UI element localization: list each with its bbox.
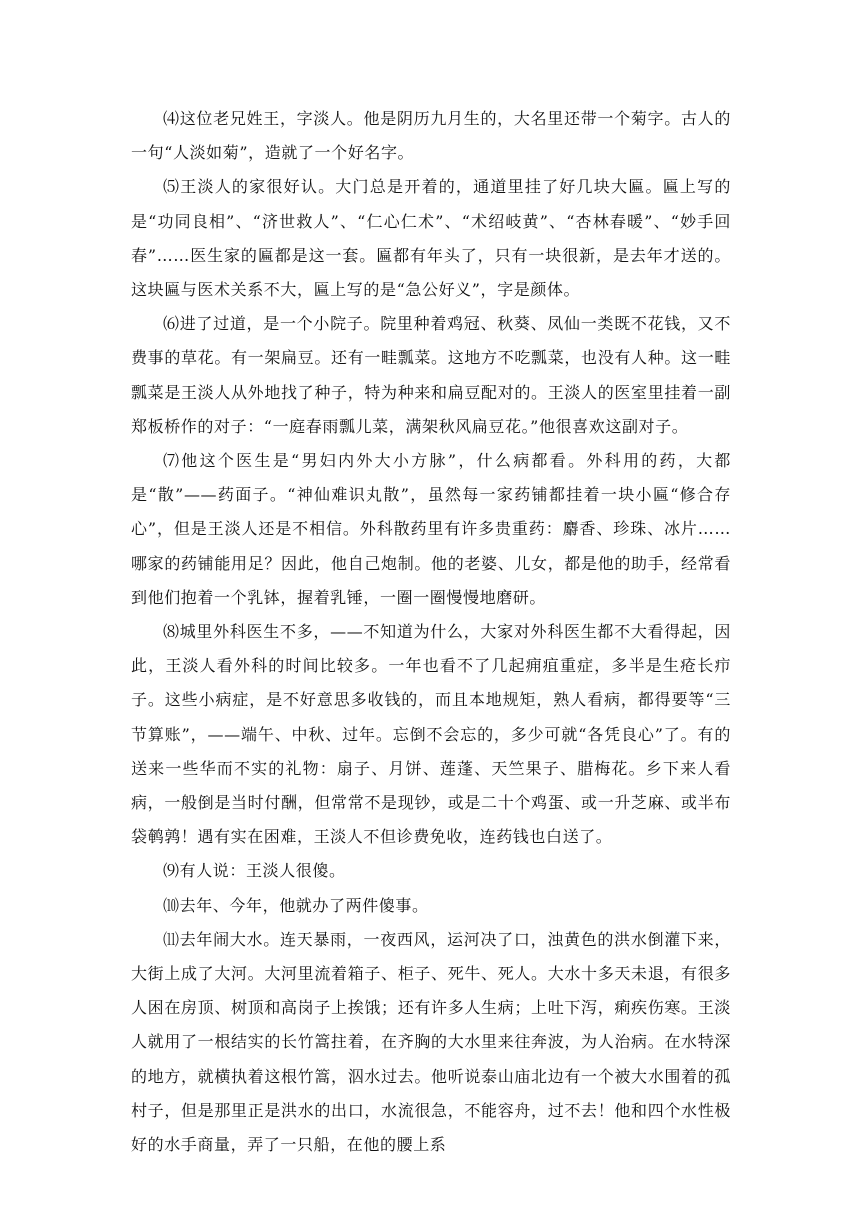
paragraph-9: ⑼有人说：王淡人很傻。 <box>163 861 346 881</box>
paragraph-7: ⑺他这个医生是“男妇内外大小方脉”，什么病都看。外科用的药，大都是“散”——药面子。“神仙难识丸散”，虽然每一家药铺都挂着一块小匾“修合存心”，但是王淡人还是不相信。外科散药里有许多贵重药：麝香、珍珠、冰片……哪家的药铺能用足？因此，他自己炮制。他的老婆、儿女，都是他的助手，经常看到他们抱着一个乳钵，握着乳锤，一圈一圈慢慢地磨研。 <box>131 451 731 607</box>
document-body <box>131 102 731 1162</box>
paragraph-4: ⑷这位老兄姓王，字淡人。他是阴历九月生的，大名里还带一个菊字。古人的一句“人淡如菊”，造就了一个好名字。 <box>131 109 731 163</box>
paragraph-5: ⑸王淡人的家很好认。大门总是开着的，通道里挂了好几块大匾。匾上写的是“功同良相”、“济世救人”、“仁心仁术”、“术绍岐黄”、“杏林春暖”、“妙手回春”……医生家的匾都是这一套。匾都有年头了，只有一块很新，是去年才送的。这块匾与医术关系不大，匾上写的是“急公好义”，字是颜体。 <box>131 177 731 300</box>
paragraph-10: ⑽去年、今年，他就办了两件傻事。 <box>163 895 429 915</box>
paragraph-11: ⑾去年闹大水。连天暴雨，一夜西风，运河决了口，浊黄色的洪水倒灌下来，大街上成了大河。大河里流着箱子、柜子、死牛、死人。大水十多天未退，有很多人困在房顶、树顶和高岗子上挨饿；还有许多人生病；上吐下泻，痢疾伤寒。王淡人就用了一根结实的长竹篙拄着，在齐胸的大水里来往奔波，为人治病。在水特深的地方，就横执着这根竹篙，泅水过去。他听说泰山庙北边有一个被大水围着的孤村子，但是那里正是洪水的出口，水流很急，不能容舟，过不去！他和四个水性极好的水手商量，弄了一只船，在他的腰上系 <box>131 929 731 1155</box>
paragraph-8: ⑻城里外科医生不多，——不知道为什么，大家对外科医生都不大看得起，因此，王淡人看外科的时间比较多。一年也看不了几起痈疽重症，多半是生疮长疖子。这些小病症，是不好意思多收钱的，而且本地规矩，熟人看病，都得要等“三节算账”，——端午、中秋、过年。忘倒不会忘的，多少可就“各凭良心”了。有的送来一些华而不实的礼物：扇子、月饼、莲蓬、天竺果子、腊梅花。乡下来人看病，一般倒是当时付酬，但常常不是现钞，或是二十个鸡蛋、或一升芝麻、或半布袋鹌鹑！遇有实在困难，王淡人不但诊费免收，连药钱也白送了。 <box>131 622 731 847</box>
paragraph-6: ⑹进了过道，是一个小院子。院里种着鸡冠、秋葵、凤仙一类既不花钱，又不费事的草花。有一架扁豆。还有一畦瓢菜。这地方不吃瓢菜，也没有人种。这一畦瓢菜是王淡人从外地找了种子，特为种来和扁豆配对的。王淡人的医室里挂着一副郑板桥作的对子：“一庭春雨瓢儿菜，满架秋风扁豆花。”他很喜欢这副对子。 <box>131 314 731 436</box>
